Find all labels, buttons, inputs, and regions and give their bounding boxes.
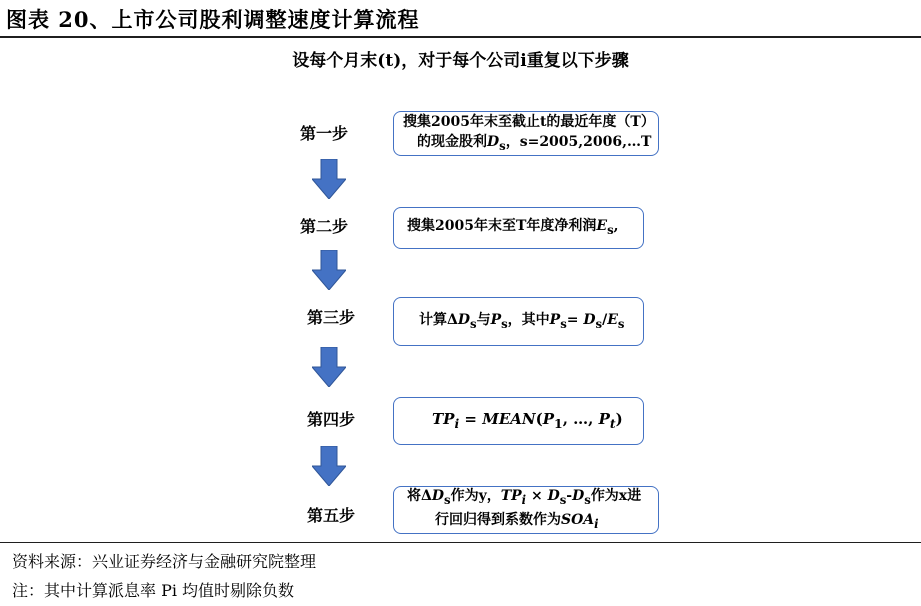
step-2-label: 第二步 <box>300 217 349 236</box>
step-3-label: 第三步 <box>307 308 356 327</box>
step-4-formula: $TP_i$ = $MEAN(P_1$, …, $P_t$) <box>432 409 623 431</box>
down-arrow-icon <box>312 159 346 199</box>
source-note: 资料来源：兴业证券经济与金融研究院整理 <box>12 552 317 571</box>
step-1-label: 第一步 <box>300 124 349 143</box>
diagram-subtitle: 设每个月末(t)，对于每个公司i重复以下步骤 <box>292 51 629 71</box>
step-1-box <box>393 111 659 156</box>
down-arrow-icon <box>312 250 346 290</box>
step-1-line-2: 的现金股利$D_s$，s=2005,2006,…T <box>417 133 652 153</box>
step-2-line: 搜集2005年末至T年度净利润$E_s$, <box>407 218 619 237</box>
down-arrow-icon <box>312 446 346 486</box>
step-3-box <box>393 297 644 346</box>
step-2-box <box>393 207 644 249</box>
figure-title: 图表 20、上市公司股利调整速度计算流程 <box>6 7 420 32</box>
footnote: 注：其中计算派息率 Pi 均值时剔除负数 <box>12 581 295 600</box>
title-rule <box>0 36 921 38</box>
step-5-line-1: 将$\Delta D_s$作为y，$TP_i \times D_s-D_s$作为x进 <box>407 488 642 507</box>
step-5-line-2: 行回归得到系数作为$SOA_i$ <box>435 512 599 531</box>
step-5-box <box>393 486 659 534</box>
step-4-label: 第四步 <box>307 410 356 429</box>
step-4-box <box>393 397 644 445</box>
step-3-line: 计算$\Delta D_s$与$P_s$，其中$P_s= D_s/E_s$ <box>419 311 625 331</box>
step-1-line-1: 搜集2005年末至截止t的最近年度（T） <box>403 113 655 130</box>
step-5-label: 第五步 <box>307 506 356 525</box>
footer-rule <box>0 542 921 543</box>
down-arrow-icon <box>312 347 346 387</box>
